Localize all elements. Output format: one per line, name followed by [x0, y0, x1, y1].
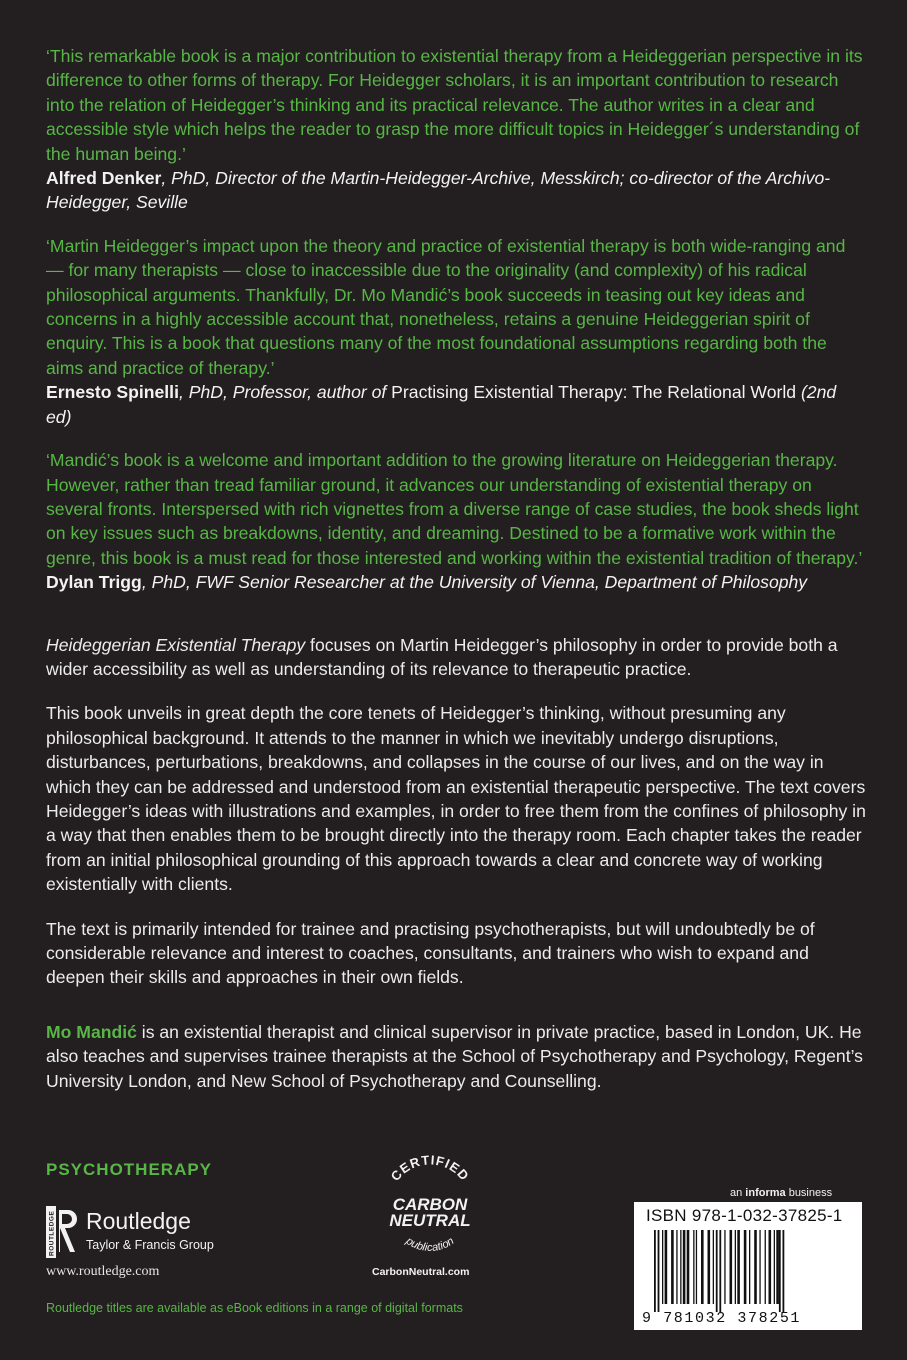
carbon-neutral-url: CarbonNeutral.com — [372, 1266, 470, 1278]
svg-text:publication: publication — [403, 1235, 457, 1254]
ebook-note: Routledge titles are available as eBook editions in a range of digital formats — [46, 1301, 463, 1315]
endorser-name: Alfred Denker — [46, 168, 162, 189]
endorser-credentials: , PhD, Director of the Martin-Heidegger-Archive, Messkirch; co-director of the Archivo-Heidegger, Seville — [46, 168, 831, 213]
carbon-neutral-badge-icon — [370, 1148, 490, 1284]
routledge-logo — [46, 1206, 246, 1258]
endorsement-attribution — [46, 380, 866, 429]
endorser-name: Ernesto Spinelli — [46, 382, 179, 403]
isbn-number: ISBN 978-1-032-37825-1 — [646, 1206, 843, 1225]
endorsement-attribution — [46, 166, 866, 215]
book-title: Heideggerian Existential Therapy — [46, 634, 306, 655]
endorsement-2 — [46, 234, 866, 429]
description-paragraph-2: This book unveils in great depth the core tenets of Heidegger’s thinking, without presuming any philosophical background. It attends to the manner in which we inevitably undergo disruptions, disturbances, perturbations, breakdowns, and collapses in the course of our lives, and on the way in which they can be addressed and understood from an existential therapeutic perspective. The text covers Heidegger’s ideas with illustrations and examples, in order to free them from the confines of philosophy in a way that then enables them to be brought directly into the therapy room. Each chapter takes the reader from an initial philosophical grounding of this approach towards a clear and concrete way of working existentially with clients. — [46, 703, 866, 895]
svg-text:CARBON: CARBON — [392, 1195, 468, 1214]
svg-text:NEUTRAL: NEUTRAL — [389, 1211, 471, 1230]
endorsement-1 — [46, 44, 866, 215]
publisher-url[interactable]: www.routledge.com — [46, 1264, 160, 1279]
endorsement-quote: ‘This remarkable book is a major contribution to existential therapy from a Heideggerian perspective in its difference to other forms of therapy. For Heidegger scholars, it is an important contribution to research into the relation of Heidegger’s thinking and its practical relevance. The author writes in a clear and accessible style which helps the reader to grasp the more difficult topics in Heidegger´s understanding of the human being.’ — [46, 46, 863, 164]
isbn-barcode — [634, 1202, 862, 1330]
endorsement-3 — [46, 448, 866, 594]
endorsement-quote: ‘Mandić’s book is a welcome and important addition to the growing literature on Heideggerian therapy. However, rather than tread familiar ground, it advances our understanding of existential therapy on several fronts. Interspersed with rich vignettes from a diverse range of case studies, the book sheds light on key issues such as breakdowns, identity, and dreaming. Destined to be a formative work within the genre, this book is a must read for those interested and working within the existential tradition of therapy.’ — [46, 450, 863, 568]
endorsement-quote: ‘Martin Heidegger’s impact upon the theory and practice of existential therapy is both wide-ranging and — for many therapists — close to inaccessible due to the originality (and complexity) of his radical philosophical arguments. Thankfully, Dr. Mo Mandić’s book succeeds in teasing out key ideas and concerns in a highly accessible account that, nonetheless, retains a genuine Heideggerian spirit of enquiry. This is a book that questions many of the most foundational assumptions regarding both the aims and practice of therapy.’ — [46, 235, 846, 378]
endorser-credentials: , PhD, Professor, author of — [178, 382, 387, 403]
publisher-group: Taylor & Francis Group — [86, 1238, 214, 1252]
barcode-icon — [640, 1230, 856, 1326]
author-name: Mo Mandić — [46, 1021, 137, 1042]
back-cover-text — [46, 44, 866, 1113]
endorser-name: Dylan Trigg — [46, 572, 142, 593]
barcode-digits: 9 781032 378251 — [642, 1310, 802, 1326]
description-paragraph-1 — [46, 633, 866, 682]
description-text: focuses on Martin Heidegger’s philosophy in order to provide both a wider accessibility as well as understanding of its relevance to therapeutic practice. — [46, 634, 838, 679]
description-paragraph-3: The text is primarily intended for trainee and practising psychotherapists, but will undoubtedly be of considerable relevance and interest to coaches, consultants, and trainers who wish to expand and deepen their skills and approaches in their own fields. — [46, 918, 815, 988]
informa-business-label: an informa business — [730, 1187, 833, 1199]
svg-text:ROUTLEDGE: ROUTLEDGE — [48, 1210, 56, 1256]
routledge-logo-icon — [46, 1206, 78, 1258]
author-bio-text: is an existential therapist and clinical supervisor in private practice, based in London, UK. He also teaches and supervises trainee therapists at the School of Psychotherapy and Psychology, Regent’s University London, and New School of Psychotherapy and Counselling. — [46, 1021, 863, 1091]
svg-text:CERTIFIED: CERTIFIED — [387, 1152, 473, 1184]
publisher-name: Routledge — [86, 1208, 191, 1234]
category-label: PSYCHOTHERAPY — [46, 1160, 213, 1179]
endorser-book-title: Practising Existential Therapy: The Relational World — [386, 382, 801, 403]
endorser-book-edition: (2nd ed) — [46, 382, 837, 427]
endorsement-attribution — [46, 570, 866, 594]
endorser-credentials: , PhD, FWF Senior Researcher at the University of Vienna, Department of Philosophy — [141, 572, 808, 593]
author-bio — [46, 1020, 866, 1093]
